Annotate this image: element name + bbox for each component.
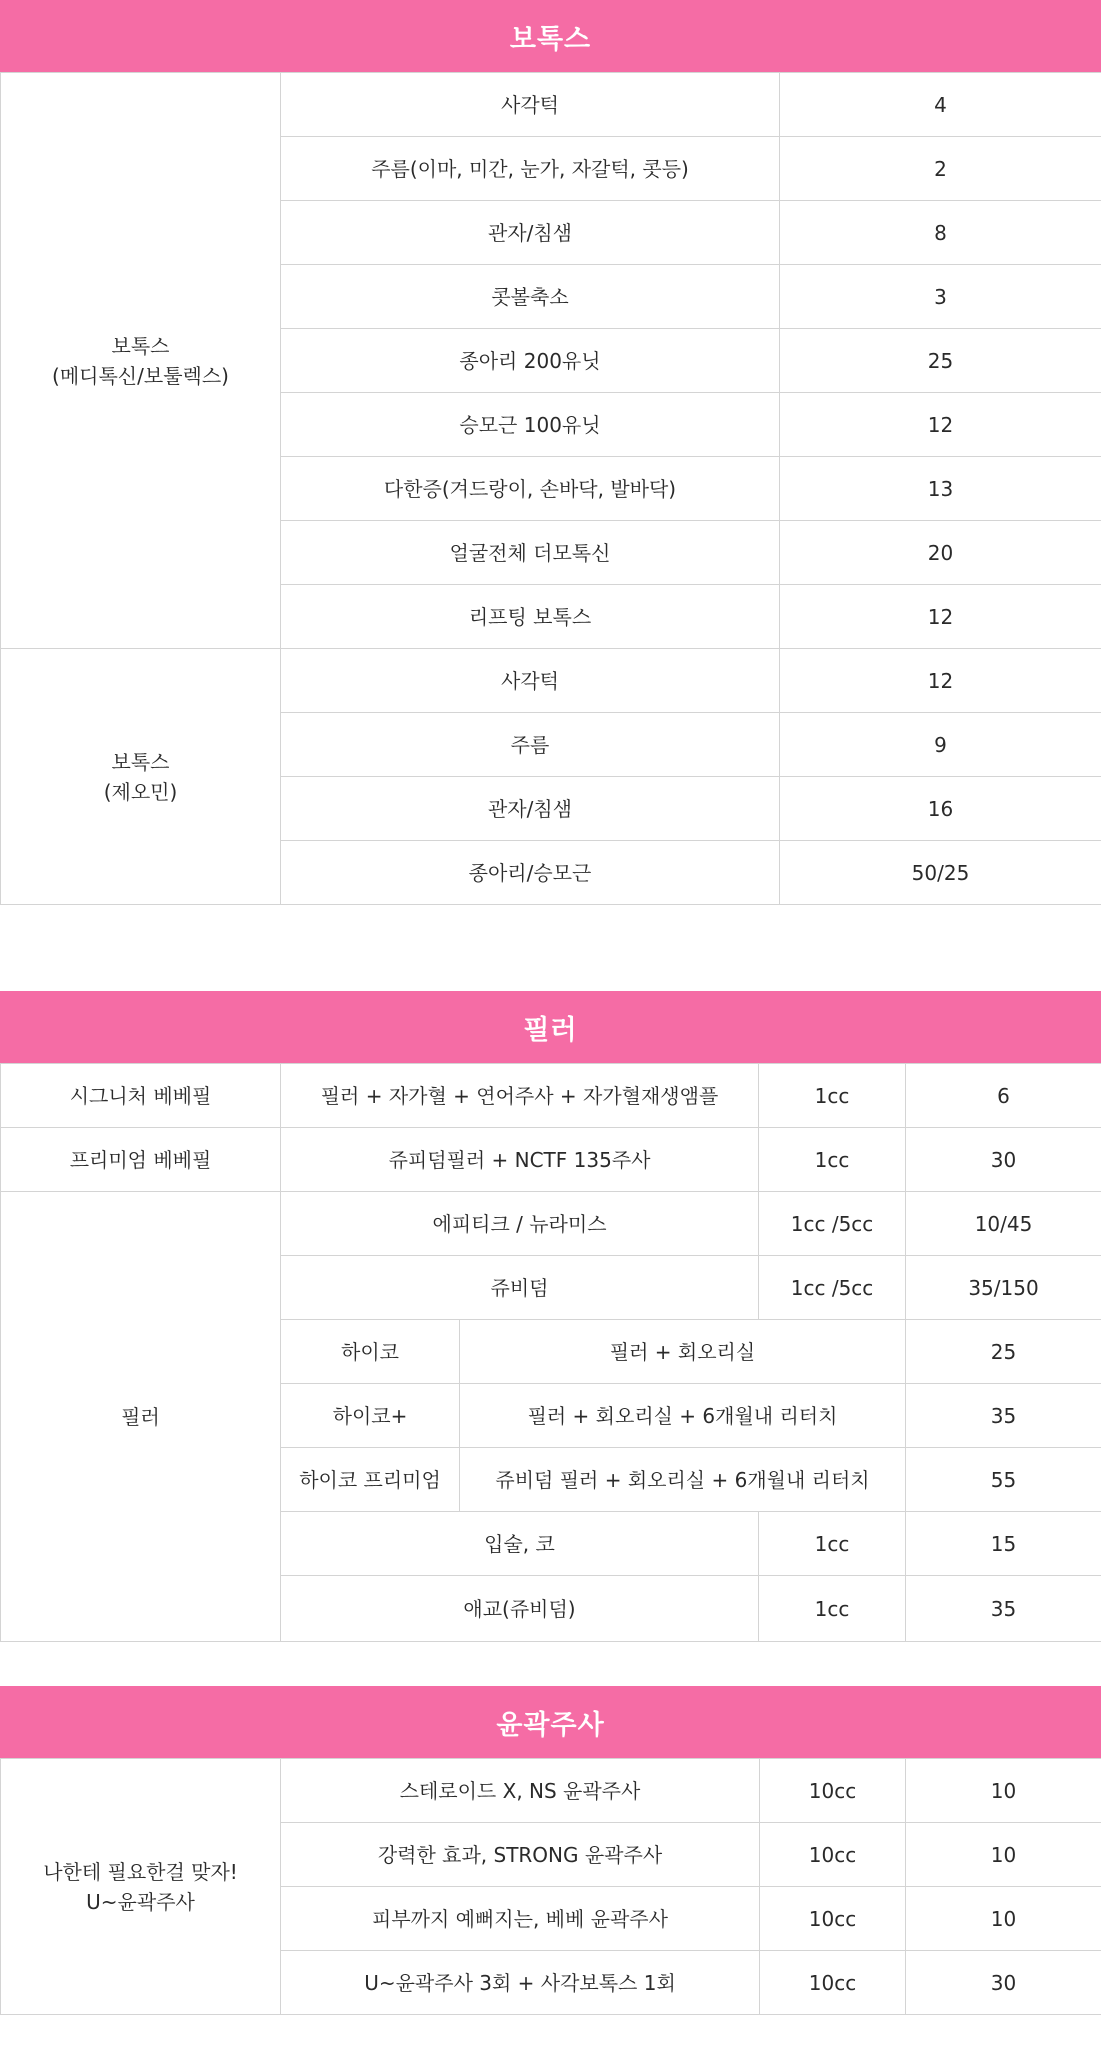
item-name: 피부까지 예뻐지는, 베베 윤곽주사 (281, 1887, 760, 1951)
contour-section (0, 1686, 1101, 2015)
item-unit: 1cc /5cc (759, 1192, 906, 1256)
item-unit: 1cc (759, 1128, 906, 1192)
item-name: 주름 (281, 713, 780, 777)
item-name: 에피티크 / 뉴라미스 (281, 1192, 759, 1256)
item-name: 리프팅 보톡스 (281, 585, 780, 649)
item-unit: 1cc (759, 1512, 906, 1576)
item-desc: 필러 + 자가혈 + 연어주사 + 자가혈재생앰플 (281, 1064, 759, 1128)
item-price: 3 (780, 265, 1101, 329)
item-price: 20 (780, 521, 1101, 585)
filler-section (0, 991, 1101, 1642)
filler-price-table (0, 1063, 1101, 1642)
item-unit: 10cc (760, 1823, 906, 1887)
item-unit: 10cc (760, 1887, 906, 1951)
item-price: 4 (780, 73, 1101, 137)
contour-price-table (0, 1758, 1101, 2015)
item-price: 50/25 (780, 841, 1101, 905)
item-name: 사각턱 (281, 649, 780, 713)
item-name: 승모근 100유닛 (281, 393, 780, 457)
filler-header: 필러 (0, 991, 1101, 1063)
group-label: 보톡스 (제오민) (1, 649, 281, 905)
item-name: 다한증(겨드랑이, 손바닥, 발바닥) (281, 457, 780, 521)
item-name: 주름(이마, 미간, 눈가, 자갈턱, 콧등) (281, 137, 780, 201)
item-name: 입술, 코 (281, 1512, 759, 1576)
group-label: 보톡스 (메디톡신/보툴렉스) (1, 73, 281, 649)
hyco-name: 하이코 프리미엄 (281, 1448, 460, 1512)
item-price: 55 (906, 1448, 1101, 1512)
item-name: 쥬비덤 (281, 1256, 759, 1320)
hyco-desc: 필러 + 회오리실 + 6개월내 리터치 (460, 1384, 906, 1448)
table-row (1, 1192, 1101, 1256)
item-name: 스테로이드 X, NS 윤곽주사 (281, 1759, 760, 1823)
signature-name: 시그니처 베베필 (1, 1064, 281, 1128)
item-price: 25 (780, 329, 1101, 393)
item-name: 사각턱 (281, 73, 780, 137)
item-price: 10 (906, 1759, 1101, 1823)
item-price: 2 (780, 137, 1101, 201)
botox-section (0, 0, 1101, 905)
item-name: 강력한 효과, STRONG 윤곽주사 (281, 1823, 760, 1887)
item-price: 30 (906, 1951, 1101, 2015)
item-price: 13 (780, 457, 1101, 521)
item-name: 얼굴전체 더모톡신 (281, 521, 780, 585)
item-price: 9 (780, 713, 1101, 777)
item-price: 35 (906, 1384, 1101, 1448)
premium-name: 프리미엄 베베필 (1, 1128, 281, 1192)
item-name: 종아리/승모근 (281, 841, 780, 905)
item-price: 35 (906, 1576, 1101, 1642)
botox-price-table (0, 72, 1101, 905)
table-row (1, 73, 1101, 137)
item-name: U~윤곽주사 3회 + 사각보톡스 1회 (281, 1951, 760, 2015)
table-row (1, 649, 1101, 713)
item-price: 25 (906, 1320, 1101, 1384)
item-price: 10 (906, 1887, 1101, 1951)
botox-header: 보톡스 (0, 0, 1101, 72)
item-price: 6 (906, 1064, 1101, 1128)
item-unit: 1cc /5cc (759, 1256, 906, 1320)
item-price: 10/45 (906, 1192, 1101, 1256)
item-unit: 1cc (759, 1576, 906, 1642)
item-price: 12 (780, 393, 1101, 457)
item-unit: 10cc (760, 1951, 906, 2015)
table-row (1, 1128, 1101, 1192)
item-name: 애교(쥬비덤) (281, 1576, 759, 1642)
hyco-name: 하이코+ (281, 1384, 460, 1448)
item-name: 관자/침샘 (281, 201, 780, 265)
hyco-name: 하이코 (281, 1320, 460, 1384)
item-price: 12 (780, 585, 1101, 649)
table-row (1, 1064, 1101, 1128)
item-name: 종아리 200유닛 (281, 329, 780, 393)
group-label: 나한테 필요한걸 맞자! U~윤곽주사 (1, 1759, 281, 2015)
table-row (1, 1759, 1101, 1823)
group-label: 필러 (1, 1192, 281, 1642)
hyco-desc: 쥬비덤 필러 + 회오리실 + 6개월내 리터치 (460, 1448, 906, 1512)
item-price: 35/150 (906, 1256, 1101, 1320)
item-price: 8 (780, 201, 1101, 265)
item-name: 관자/침샘 (281, 777, 780, 841)
item-price: 30 (906, 1128, 1101, 1192)
item-name: 콧볼축소 (281, 265, 780, 329)
item-unit: 1cc (759, 1064, 906, 1128)
item-price: 15 (906, 1512, 1101, 1576)
item-price: 10 (906, 1823, 1101, 1887)
hyco-desc: 필러 + 회오리실 (460, 1320, 906, 1384)
contour-header: 윤곽주사 (0, 1686, 1101, 1758)
item-desc: 쥬피덤필러 + NCTF 135주사 (281, 1128, 759, 1192)
item-price: 16 (780, 777, 1101, 841)
item-unit: 10cc (760, 1759, 906, 1823)
item-price: 12 (780, 649, 1101, 713)
